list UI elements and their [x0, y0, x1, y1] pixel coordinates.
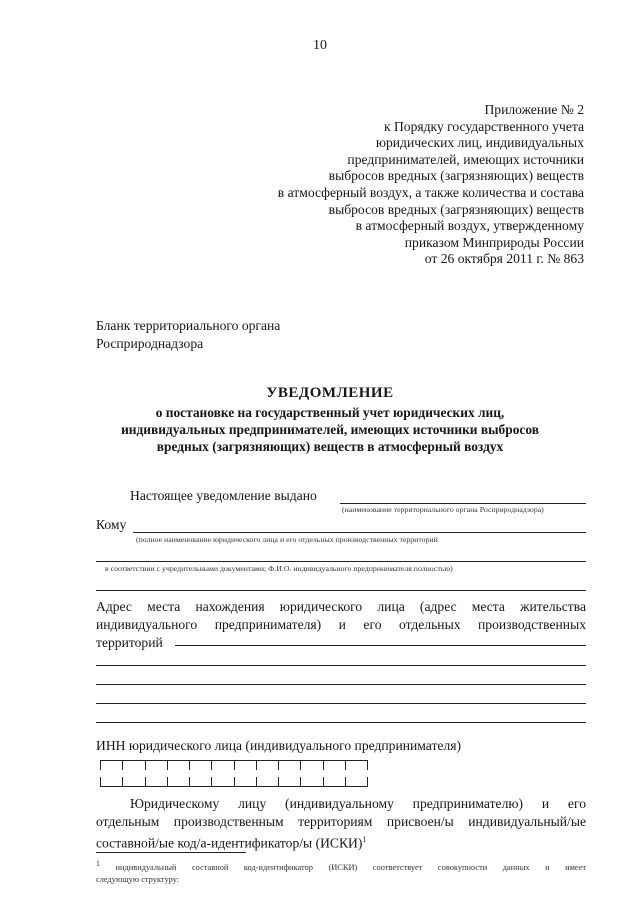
appendix-line: Приложение № 2 — [484, 102, 584, 117]
issued-caption: (наименование территориального органа Росприроднадзора) — [342, 505, 544, 514]
address-field-line[interactable] — [96, 684, 586, 685]
to-field-line-3[interactable] — [96, 590, 586, 591]
code-line: Юридическому лицу (индивидуальному предпринимателю) и его — [130, 796, 586, 811]
issuer-line: Бланк территориального органа — [96, 318, 281, 333]
inn-cells-row[interactable] — [100, 760, 368, 770]
footnote-line — [96, 858, 586, 874]
footnote-rule — [96, 852, 246, 853]
appendix-line: от 26 октября 2011 г. № 863 — [424, 251, 584, 267]
code-paragraph — [96, 795, 586, 853]
address-line: Адрес места нахождения юридического лица (адрес места жительства — [96, 599, 586, 614]
appendix-line: приказом Минприроды России — [404, 234, 584, 250]
to-caption: (полное наименование юридического лица и его отдельных производственных территорий — [136, 535, 438, 544]
address-label — [96, 598, 586, 652]
appendix-reference — [204, 102, 584, 268]
address-line: индивидуального предпринимателя) и его отдельных производственных — [96, 617, 586, 632]
footnote-line: следующую структуру: — [96, 874, 180, 884]
to-caption-2: в соответствии с учредительными документами; Ф.И.О. индивидуального предпринимателя полностью) — [105, 564, 453, 573]
inn-label: ИНН юридического лица (индивидуального предпринимателя) — [96, 738, 462, 753]
footnote — [96, 858, 586, 886]
inn-cells-row-2[interactable] — [100, 777, 368, 787]
to-field-line[interactable] — [133, 532, 586, 533]
address-field-line[interactable] — [175, 645, 586, 646]
title-sub-line: индивидуальных предпринимателей, имеющих источники выбросов — [121, 422, 539, 438]
footnote-mark: 1 — [96, 859, 100, 868]
footnote-text: индивидуальный составной код-идентификатор (ИСКИ) соответствует совокупности данных и имеет — [115, 862, 587, 872]
address-field-line[interactable] — [96, 665, 586, 666]
appendix-line: юридических лиц, индивидуальных — [375, 135, 584, 151]
appendix-line: выбросов вредных (загрязняющих) веществ — [328, 168, 584, 184]
address-line: территорий — [96, 635, 163, 650]
code-line — [96, 831, 586, 853]
address-field-line[interactable] — [96, 722, 586, 723]
page-number: 10 — [313, 38, 327, 53]
appendix-line: в атмосферный воздух, а также количества и состава — [277, 184, 584, 200]
to-field-line-2[interactable] — [96, 561, 586, 562]
to-label: Кому — [96, 517, 127, 532]
appendix-line: выбросов вредных (загрязняющих) веществ — [328, 201, 584, 217]
appendix-line: к Порядку государственного учета — [383, 118, 584, 134]
footnote-ref: 1 — [362, 835, 367, 844]
code-line: отдельным производственным территориям присвоен/ы индивидуальный/ые — [96, 814, 586, 829]
issued-label: Настоящее уведомление выдано — [130, 488, 317, 503]
appendix-line: предпринимателей, имеющих источники — [347, 151, 584, 167]
issuer-line: Росприроднадзора — [96, 336, 204, 351]
code-line-text: составной/ые код/а-идентификатор/ы (ИСКИ) — [96, 835, 363, 851]
title-sub-line: вредных (загрязняющих) веществ в атмосферный воздух — [156, 439, 504, 455]
issuer-block — [96, 317, 280, 353]
issued-field-line[interactable] — [340, 503, 586, 504]
address-field-line[interactable] — [96, 703, 586, 704]
document-title — [60, 385, 600, 456]
appendix-line: в атмосферный воздух, утвержденному — [355, 218, 584, 234]
title-main: УВЕДОМЛЕНИЕ — [266, 385, 394, 401]
title-sub-line: о постановке на государственный учет юридических лиц, — [155, 405, 505, 420]
